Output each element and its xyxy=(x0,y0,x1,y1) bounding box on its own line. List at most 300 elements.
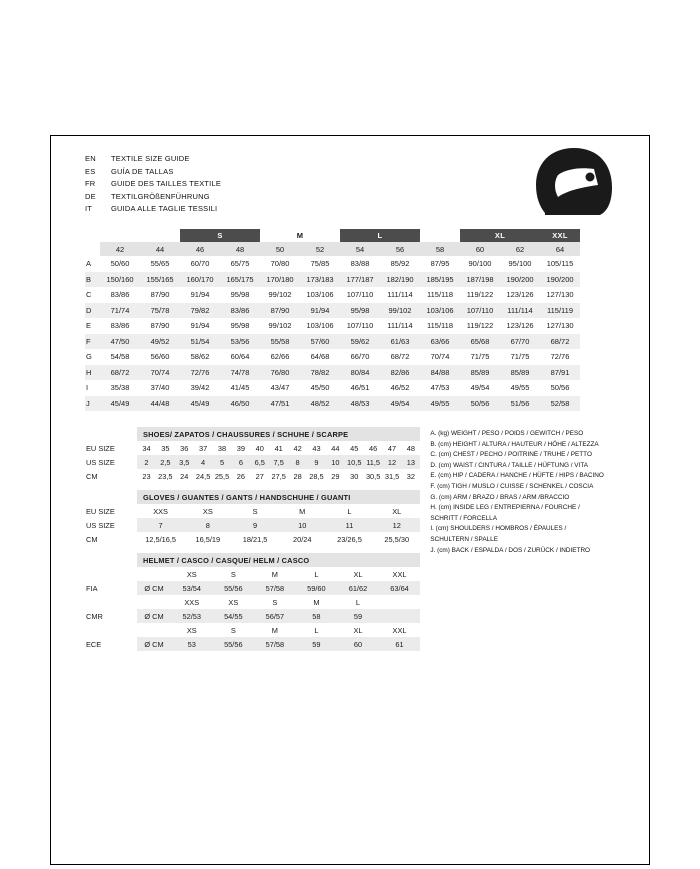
cell: 160/170 xyxy=(180,272,220,288)
table-row xyxy=(85,303,620,319)
cell: 27,5 xyxy=(269,469,288,483)
legend-item: G. (cm) ARM / BRAZO / BRAS / ARM /BRACCIO xyxy=(430,493,570,501)
cell: 119/122 xyxy=(460,287,500,303)
row-label: F xyxy=(85,334,100,350)
eu-number: 56 xyxy=(380,242,420,256)
unit-cell: Ø CM xyxy=(137,581,171,595)
size-guide-page xyxy=(50,135,650,865)
group-cell-blank2 xyxy=(420,229,460,242)
cell: 46/50 xyxy=(220,396,260,412)
table-row xyxy=(85,504,420,518)
cell: 47/50 xyxy=(100,334,140,350)
row-label: A xyxy=(85,256,100,272)
table-row xyxy=(85,441,420,455)
cell: 72/76 xyxy=(180,365,220,381)
row-label: E xyxy=(85,318,100,334)
cell: 75/78 xyxy=(140,303,180,319)
legend-item: D. (cm) WAIST / CINTURA / TAILLE / HÜFTUNG / VITA xyxy=(430,461,589,469)
size-header: XXL xyxy=(379,623,421,637)
cell: 25,5 xyxy=(213,469,232,483)
cell: 82/86 xyxy=(380,365,420,381)
eu-number-row xyxy=(85,242,620,256)
cell: 59/60 xyxy=(296,581,338,595)
language-text: TEXTILE SIZE GUIDE xyxy=(111,154,190,163)
cell: 50/60 xyxy=(100,256,140,272)
row-label: I xyxy=(85,380,100,396)
cell: 48 xyxy=(401,441,420,455)
cell: 46 xyxy=(364,441,383,455)
equipment-tables xyxy=(85,427,420,651)
cell: 95/98 xyxy=(220,287,260,303)
table-row xyxy=(85,365,620,381)
cell: 23,5 xyxy=(156,469,175,483)
cell: 79/82 xyxy=(180,303,220,319)
cell: 27 xyxy=(250,469,269,483)
cell: 30 xyxy=(345,469,364,483)
textile-size-table xyxy=(85,229,620,411)
language-code: EN xyxy=(85,154,96,163)
cell: 115/118 xyxy=(420,287,460,303)
cell: 83/86 xyxy=(220,303,260,319)
cell: 41/45 xyxy=(220,380,260,396)
cell: 155/165 xyxy=(140,272,180,288)
row-label: C xyxy=(85,287,100,303)
helmet-header-row xyxy=(85,595,420,609)
cell: 13 xyxy=(401,455,420,469)
cell: 190/200 xyxy=(540,272,580,288)
cell: 95/98 xyxy=(220,318,260,334)
cell: 52/53 xyxy=(171,609,213,623)
row-label: H xyxy=(85,365,100,381)
eu-number: 44 xyxy=(140,242,180,256)
eu-number: 50 xyxy=(260,242,300,256)
cell: 7 xyxy=(137,518,184,532)
cell: 95/100 xyxy=(500,256,540,272)
cell: 49/55 xyxy=(500,380,540,396)
cell: 55/65 xyxy=(140,256,180,272)
gloves-table xyxy=(85,504,420,546)
row-label: US SIZE xyxy=(86,457,115,467)
cell: 87/90 xyxy=(140,287,180,303)
cell: 85/92 xyxy=(380,256,420,272)
cell: 87/91 xyxy=(540,365,580,381)
eu-number: 46 xyxy=(180,242,220,256)
size-header: XXS xyxy=(171,595,213,609)
cell: 45/50 xyxy=(300,380,340,396)
helmet-header-row xyxy=(85,567,420,581)
language-header xyxy=(85,153,620,229)
cell: 16,5/19 xyxy=(184,532,231,546)
cell: 41 xyxy=(269,441,288,455)
cell: 185/195 xyxy=(420,272,460,288)
language-text: TEXTILGRÖßENFÜHRUNG xyxy=(111,191,210,201)
cell: 103/106 xyxy=(420,303,460,319)
cell: 85/89 xyxy=(460,365,500,381)
row-label-empty xyxy=(85,595,137,609)
cell: 29 xyxy=(326,469,345,483)
row-label: D xyxy=(85,303,100,319)
cell: 127/130 xyxy=(540,287,580,303)
cell: 58 xyxy=(296,609,338,623)
cell: 9 xyxy=(231,518,278,532)
table-row xyxy=(85,256,620,272)
page-inner xyxy=(85,153,620,651)
group-cell-xl: XL xyxy=(460,229,540,242)
cell: 50/56 xyxy=(540,380,580,396)
cell: 2 xyxy=(137,455,156,469)
cell: 57/60 xyxy=(300,334,340,350)
cell: 70/80 xyxy=(260,256,300,272)
measurement-legend xyxy=(430,427,620,651)
cell-empty xyxy=(379,609,421,623)
cell: 45/49 xyxy=(100,396,140,412)
cell: 74/78 xyxy=(220,365,260,381)
cell: XS xyxy=(184,504,231,518)
cell: 123/126 xyxy=(500,318,540,334)
cell: 55/58 xyxy=(260,334,300,350)
cell: 56/60 xyxy=(140,349,180,365)
cell: 67/70 xyxy=(500,334,540,350)
cell: 91/94 xyxy=(180,287,220,303)
size-header: XS xyxy=(171,623,213,637)
size-header: XL xyxy=(337,567,379,581)
cell: 182/190 xyxy=(380,272,420,288)
row-label: CM xyxy=(85,469,137,483)
cell: 35/38 xyxy=(100,380,140,396)
cell: 52/58 xyxy=(540,396,580,412)
cell: 53 xyxy=(171,637,213,651)
cell: 57/58 xyxy=(254,637,296,651)
unit-cell: Ø CM xyxy=(137,609,171,623)
cell: 35 xyxy=(156,441,175,455)
cell: 99/102 xyxy=(380,303,420,319)
cell: 37/40 xyxy=(140,380,180,396)
group-cell-l: L xyxy=(340,229,420,242)
cell: 91/94 xyxy=(300,303,340,319)
cell: 70/74 xyxy=(420,349,460,365)
cell: 6 xyxy=(231,455,250,469)
language-code: IT xyxy=(85,204,93,214)
row-label: J xyxy=(85,396,100,412)
helmet-header-row xyxy=(85,623,420,637)
cell: 111/114 xyxy=(380,318,420,334)
cell: 12 xyxy=(373,518,420,532)
row-label: ECE xyxy=(86,639,102,649)
cell: 48/53 xyxy=(340,396,380,412)
lower-section xyxy=(85,427,620,651)
eu-number: 48 xyxy=(220,242,260,256)
cell: 43 xyxy=(307,441,326,455)
cell: 36 xyxy=(175,441,194,455)
table-row xyxy=(85,272,620,288)
group-cell-end xyxy=(580,229,620,242)
unit-header-empty xyxy=(137,623,171,637)
language-text: GUÍA DE TALLAS xyxy=(111,166,174,176)
cell: 10 xyxy=(326,455,345,469)
size-header: XXL xyxy=(379,567,421,581)
cell: 28,5 xyxy=(307,469,326,483)
table-row xyxy=(85,532,420,546)
table-row xyxy=(85,287,620,303)
cell: 170/180 xyxy=(260,272,300,288)
group-cell-m: M xyxy=(296,231,304,240)
cell: 31,5 xyxy=(383,469,402,483)
unit-cell: Ø CM xyxy=(137,637,171,651)
unit-header-empty xyxy=(137,567,171,581)
language-text: GUIDA ALLE TAGLIE TESSILI xyxy=(111,204,218,214)
cell: 39 xyxy=(231,441,250,455)
cell: 6,5 xyxy=(250,455,269,469)
cell: 59 xyxy=(296,637,338,651)
cell: XXS xyxy=(137,504,184,518)
cell: 11 xyxy=(326,518,373,532)
cell: 32 xyxy=(401,469,420,483)
table-row xyxy=(85,396,620,412)
cell: 87/90 xyxy=(260,303,300,319)
cell: 45/49 xyxy=(180,396,220,412)
row-label: CMR xyxy=(86,611,103,621)
cell: 68/72 xyxy=(540,334,580,350)
cell: 10 xyxy=(279,518,326,532)
cell: 53/56 xyxy=(220,334,260,350)
cell: 59/62 xyxy=(340,334,380,350)
size-header: S xyxy=(254,595,296,609)
size-header: L xyxy=(337,595,379,609)
legend-item: B. (cm) HEIGHT / ALTURA / HAUTEUR / HÖHE / ALTEZZA xyxy=(430,440,599,448)
cell: 11,5 xyxy=(364,455,383,469)
cell: 23 xyxy=(137,469,156,483)
eu-number: 64 xyxy=(540,242,580,256)
language-text: GUIDE DES TAILLES TEXTILE xyxy=(111,179,222,189)
cell: 63/66 xyxy=(420,334,460,350)
legend-item: F. (cm) TIGH / MUSLO / CUISSE / SCHENKEL / COSCIA xyxy=(430,482,594,490)
size-header: XS xyxy=(171,567,213,581)
cell: 64/68 xyxy=(300,349,340,365)
cell: 34 xyxy=(137,441,156,455)
cell: L xyxy=(326,504,373,518)
cell: 70/74 xyxy=(140,365,180,381)
table-row xyxy=(85,318,620,334)
cell: 43/47 xyxy=(260,380,300,396)
shoes-section-title: SHOES/ ZAPATOS / CHAUSSURES / SCHUHE / SCARPE xyxy=(137,427,420,441)
cell: 60/64 xyxy=(220,349,260,365)
cell: 42 xyxy=(288,441,307,455)
cell: 46/52 xyxy=(380,380,420,396)
cell: 28 xyxy=(288,469,307,483)
cell: 150/160 xyxy=(100,272,140,288)
cell: 40 xyxy=(250,441,269,455)
cell: 24 xyxy=(175,469,194,483)
cell: 47 xyxy=(383,441,402,455)
cell: 39/42 xyxy=(180,380,220,396)
cell: 12,5/16,5 xyxy=(137,532,184,546)
helmet-icon xyxy=(528,145,620,219)
cell: 90/100 xyxy=(460,256,500,272)
cell: 5 xyxy=(213,455,232,469)
cell: 54/58 xyxy=(100,349,140,365)
cell: 71/75 xyxy=(460,349,500,365)
cell: 30,5 xyxy=(364,469,383,483)
size-header: XS xyxy=(213,595,255,609)
cell: 53/54 xyxy=(171,581,213,595)
row-label: EU SIZE xyxy=(85,441,137,455)
cell: 107/110 xyxy=(460,303,500,319)
cell: 71/75 xyxy=(500,349,540,365)
table-row xyxy=(85,637,420,651)
unit-header-empty xyxy=(137,595,171,609)
cell: 84/88 xyxy=(420,365,460,381)
cell: 105/115 xyxy=(540,256,580,272)
legend-item: J. (cm) BACK / ESPALDA / DOS / ZURÜCK / INDIETRO xyxy=(430,546,591,554)
table-row xyxy=(85,334,620,350)
cell: 18/21,5 xyxy=(231,532,278,546)
row-label: EU SIZE xyxy=(85,504,137,518)
cell: 4 xyxy=(194,455,213,469)
cell: 48/52 xyxy=(300,396,340,412)
cell: 80/84 xyxy=(340,365,380,381)
cell: 25,5/30 xyxy=(373,532,420,546)
legend-item: C. (cm) CHEST / PECHO / POITRINE / TRUHE / PETTO xyxy=(430,451,592,459)
group-cell-s: S xyxy=(180,229,260,242)
cell: 127/130 xyxy=(540,318,580,334)
cell: 44/48 xyxy=(140,396,180,412)
cell: 71/74 xyxy=(100,303,140,319)
cell: 47/53 xyxy=(420,380,460,396)
cell: 51/56 xyxy=(500,396,540,412)
cell: 68/72 xyxy=(380,349,420,365)
eu-number: 54 xyxy=(340,242,380,256)
cell: 49/52 xyxy=(140,334,180,350)
cell: 111/114 xyxy=(500,303,540,319)
cell: 123/126 xyxy=(500,287,540,303)
row-label-empty xyxy=(85,567,137,581)
cell: 62/66 xyxy=(260,349,300,365)
cell: 8 xyxy=(184,518,231,532)
cell: 190/200 xyxy=(500,272,540,288)
cell: 55/56 xyxy=(213,637,255,651)
cell: 10,5 xyxy=(345,455,364,469)
cell: 99/102 xyxy=(260,287,300,303)
cell: 50/56 xyxy=(460,396,500,412)
cell: 61/63 xyxy=(380,334,420,350)
cell: 59 xyxy=(337,609,379,623)
cell: 119/122 xyxy=(460,318,500,334)
cell: 72/76 xyxy=(540,349,580,365)
row-label: G xyxy=(85,349,100,365)
helmet-table xyxy=(85,567,420,651)
cell: 47/51 xyxy=(260,396,300,412)
cell: 91/94 xyxy=(180,318,220,334)
cell: 26 xyxy=(231,469,250,483)
language-code: FR xyxy=(85,179,96,189)
row-label-empty xyxy=(85,623,137,637)
cell: 115/119 xyxy=(540,303,580,319)
cell: 103/106 xyxy=(300,318,340,334)
cell: 60 xyxy=(337,637,379,651)
size-header: M xyxy=(296,595,338,609)
cell: 8 xyxy=(288,455,307,469)
cell: 85/89 xyxy=(500,365,540,381)
table-row xyxy=(85,455,420,469)
cell: 37 xyxy=(194,441,213,455)
cell: 57/58 xyxy=(254,581,296,595)
cell: 83/88 xyxy=(340,256,380,272)
legend-item: A. (kg) WEIGHT / PESO / POIDS / GEWITCH / PESO xyxy=(430,430,584,437)
gloves-section-title: GLOVES / GUANTES / GANTS / HANDSCHUHE / GUANTI xyxy=(137,490,420,504)
cell: 107/110 xyxy=(340,287,380,303)
cell: 61/62 xyxy=(337,581,379,595)
spacer-cell xyxy=(85,242,100,256)
spacer xyxy=(85,483,420,490)
cell: 49/54 xyxy=(460,380,500,396)
row-label: CM xyxy=(85,532,137,546)
legend-item: H. (cm) INSIDE LEG / ENTREPIERNA / FOURCHE / xyxy=(430,504,580,512)
size-header: S xyxy=(213,623,255,637)
group-cell-blank xyxy=(100,229,180,242)
cell: 107/110 xyxy=(340,318,380,334)
legend-item: I. (cm) SHOULDERS / HOMBROS / ÉPAULES / xyxy=(430,525,567,533)
cell: 103/106 xyxy=(300,287,340,303)
cell: M xyxy=(279,504,326,518)
size-header: L xyxy=(296,623,338,637)
eu-number: 60 xyxy=(460,242,500,256)
cell: 95/98 xyxy=(340,303,380,319)
cell: 3,5 xyxy=(175,455,194,469)
cell: 55/56 xyxy=(213,581,255,595)
row-label: FIA xyxy=(86,583,98,593)
table-row xyxy=(85,349,620,365)
cell: 78/82 xyxy=(300,365,340,381)
size-header: XL xyxy=(337,623,379,637)
cell: 45 xyxy=(345,441,364,455)
cell: 38 xyxy=(213,441,232,455)
spacer xyxy=(85,546,420,553)
shoes-table xyxy=(85,441,420,483)
cell: 87/90 xyxy=(140,318,180,334)
row-label: B xyxy=(85,272,100,288)
size-header: M xyxy=(254,567,296,581)
cell: 61 xyxy=(379,637,421,651)
cell: 49/55 xyxy=(420,396,460,412)
language-code: ES xyxy=(85,166,96,176)
size-header: M xyxy=(254,623,296,637)
cell: 44 xyxy=(326,441,345,455)
cell: 58/62 xyxy=(180,349,220,365)
cell: 111/114 xyxy=(380,287,420,303)
cell: 56/57 xyxy=(254,609,296,623)
legend-item: E. (cm) HIP / CADERA / HANCHE / HÜFTE / HIPS / BACINO xyxy=(430,472,604,480)
legend-item-cont: SCHRITT / FORCELLA xyxy=(430,514,497,522)
cell: 2,5 xyxy=(156,455,175,469)
cell: 20/24 xyxy=(279,532,326,546)
cell: 83/86 xyxy=(100,287,140,303)
eu-number: 62 xyxy=(500,242,540,256)
cell: 75/85 xyxy=(300,256,340,272)
table-row xyxy=(85,609,420,623)
eu-number: 58 xyxy=(420,242,460,256)
language-code: DE xyxy=(85,191,96,201)
cell: 187/198 xyxy=(460,272,500,288)
cell: XL xyxy=(373,504,420,518)
table-row xyxy=(85,380,620,396)
cell: 66/70 xyxy=(340,349,380,365)
row-label: US SIZE xyxy=(86,520,115,530)
cell: 65/75 xyxy=(220,256,260,272)
cell: 65/68 xyxy=(460,334,500,350)
cell: 173/183 xyxy=(300,272,340,288)
spacer-cell xyxy=(85,229,100,242)
cell: 51/54 xyxy=(180,334,220,350)
